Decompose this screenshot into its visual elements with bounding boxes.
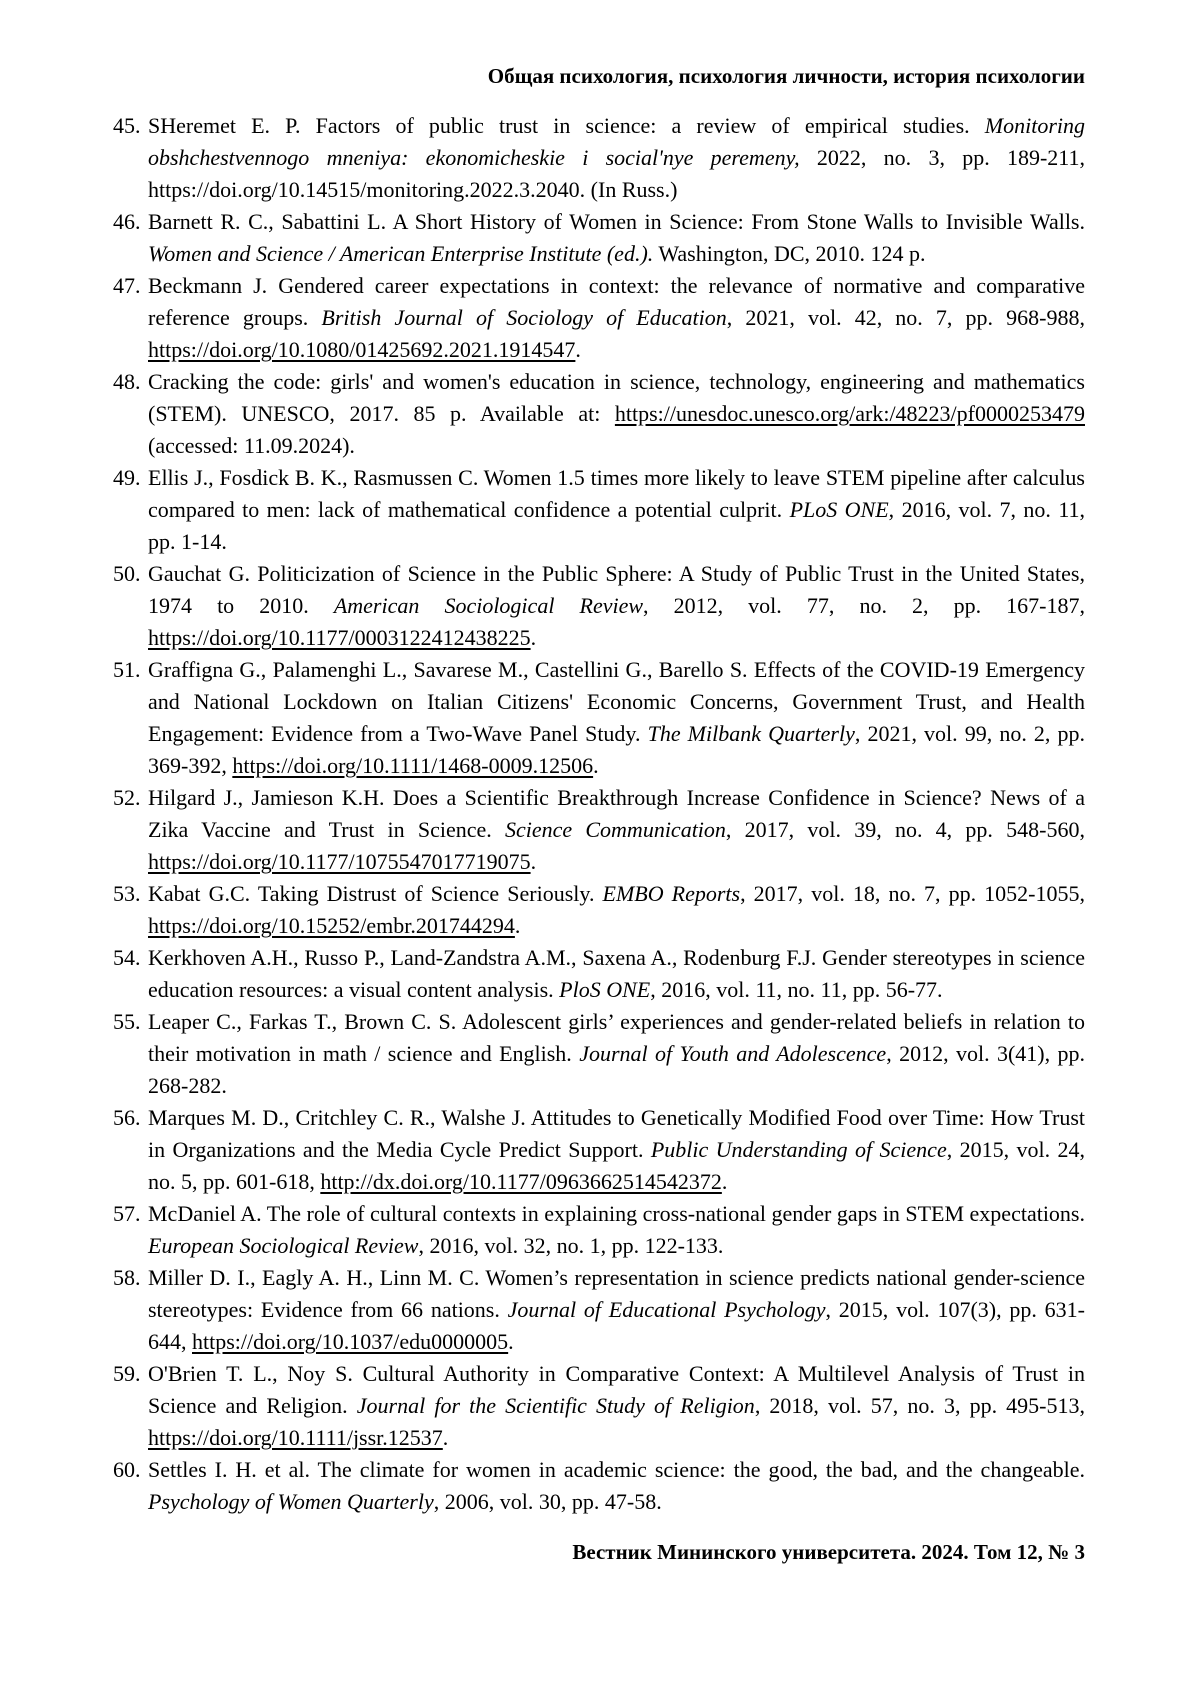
source-title: Science Communication [504,817,726,842]
reference-number: 60. [113,1457,141,1482]
reference-fragment: 2022, no. 3, pp. 189-211, https://doi.org/10.14515/monitoring.2022.3.2040. (In Russ.) [148,145,1085,202]
reference-fragment: Settles I. H. et al. The climate for women in academic science: the good, the bad, and the changeable. [148,1457,1085,1482]
reference-text [148,1265,1085,1354]
doi-link[interactable]: https://doi.org/10.1037/edu0000005 [192,1329,509,1354]
reference-item [113,206,1085,270]
reference-fragment: Leaper C., Farkas T., Brown C. S. Adolescent girls’ experiences and gender-related beliefs in relation to their motivation in math / science and English. [148,1009,1085,1066]
reference-fragment: Gauchat G. Politicization of Science in the Public Sphere: A Study of Public Trust in the United States, 1974 to 2010. [148,561,1085,618]
reference-item [113,558,1085,654]
source-title: PLoS ONE [789,497,889,522]
reference-fragment: , 2006, vol. 30, pp. 47-58. [433,1489,662,1514]
reference-fragment: (accessed: 11.09.2024). [148,433,355,458]
reference-item [113,366,1085,462]
source-title: PloS ONE [559,977,651,1002]
source-title: European Sociological Review [148,1233,419,1258]
source-title: Journal of Educational Psychology [507,1297,826,1322]
reference-fragment: Barnett R. C., Sabattini L. A Short History of Women in Science: From Stone Walls to Invisible Walls. [148,209,1085,234]
doi-link[interactable]: http://dx.doi.org/10.1177/0963662514542372 [320,1169,722,1194]
source-title: Women and Science / American Enterprise Institute (ed.). [148,241,654,266]
reference-text [148,881,1085,938]
reference-number: 53. [113,881,141,906]
reference-text [148,113,1085,202]
reference-number: 50. [113,561,141,586]
reference-number: 49. [113,465,141,490]
reference-fragment: O'Brien T. L., Noy S. Cultural Authority in Comparative Context: A Multilevel Analysis of Trust in Science and Religion. [148,1361,1085,1418]
reference-text [148,1105,1085,1194]
reference-fragment: Hilgard J., Jamieson K.H. Does a Scientific Breakthrough Increase Confidence in Science? News of a Zika Vaccine and Trust in Science. [148,785,1085,842]
reference-fragment: , 2017, vol. 39, no. 4, pp. 548-560, [725,817,1085,842]
reference-fragment: . [508,1329,514,1354]
reference-number: 54. [113,945,141,970]
reference-text [148,273,1085,362]
reference-text [148,465,1085,554]
running-header: Общая психология, психология личности, история психологии [487,64,1085,88]
reference-fragment: . [721,1169,728,1194]
reference-fragment: . [575,337,581,362]
reference-item [113,1454,1085,1518]
doi-link[interactable]: https://doi.org/10.1177/0003122412438225 [148,625,531,650]
source-title: Psychology of Women Quarterly [148,1489,434,1514]
reference-item [113,110,1085,206]
reference-fragment: , 2021, vol. 99, no. 2, pp. 369-392, [148,721,1085,778]
reference-fragment: SHeremet E. P. Factors of public trust in science: a review of empirical studies. [148,113,985,138]
source-title: Public Understanding of Science [650,1137,947,1162]
reference-fragment: Washington, DC, 2010. 124 p. [653,241,926,266]
reference-fragment: Cracking the code: girls' and women's education in science, technology, engineering and mathematics (STEM). UNESCO, 2017. 85 p. Available at: [148,369,1085,426]
doi-link[interactable]: https://doi.org/10.1111/1468-0009.12506 [232,753,594,778]
reference-number: 48. [113,369,141,394]
doi-link[interactable]: https://doi.org/10.15252/embr.201744294 [148,913,515,938]
doi-link[interactable]: https://doi.org/10.1177/1075547017719075 [148,849,531,874]
reference-item [113,270,1085,366]
reference-text [148,1457,1085,1514]
reference-fragment: . [442,1425,449,1450]
source-title: American Sociological Review [333,593,644,618]
reference-fragment: . [514,913,521,938]
reference-text [148,1201,1085,1258]
reference-fragment: Beckmann J. Gendered career expectations in context: the relevance of normative and comparative reference groups. [148,273,1085,330]
reference-fragment: , 2017, vol. 18, no. 7, pp. 1052-1055, [740,881,1085,906]
reference-item [113,1198,1085,1262]
reference-number: 46. [113,209,141,234]
reference-text [148,209,1085,266]
reference-fragment: Marques M. D., Critchley C. R., Walshe J. Attitudes to Genetically Modified Food over Time: How Trust in Organizations and the Media Cycle Predict Support. [148,1105,1085,1162]
reference-fragment: , 2015, vol. 107(3), pp. 631-644, [148,1297,1085,1354]
reference-number: 51. [113,657,141,682]
doi-link[interactable]: https://unesdoc.unesco.org/ark:/48223/pf0000253479 [614,401,1085,426]
reference-number: 57. [113,1201,141,1226]
reference-text [148,657,1085,778]
reference-fragment: . [530,849,537,874]
reference-number: 52. [113,785,141,810]
reference-number: 45. [113,113,141,138]
reference-number: 47. [113,273,141,298]
reference-item [113,654,1085,782]
reference-item [113,1358,1085,1454]
reference-item [113,462,1085,558]
reference-fragment: , 2012, vol. 3(41), pp. 268-282. [148,1041,1086,1098]
source-title: Monitoring obshchestvennogo mneniya: ekonomicheskie i social'nye peremeny, [148,113,1085,170]
reference-text [148,369,1085,458]
reference-fragment: , 2018, vol. 57, no. 3, pp. 495-513, [754,1393,1086,1418]
source-title: Journal of Youth and Adolescence [579,1041,887,1066]
reference-item [113,1262,1085,1358]
reference-text [148,945,1085,1002]
reference-fragment: , 2016, vol. 32, no. 1, pp. 122-133. [418,1233,724,1258]
reference-number: 58. [113,1265,141,1290]
reference-item [113,878,1085,942]
reference-number: 56. [113,1105,141,1130]
running-footer: Вестник Мининского университета. 2024. Том 12, № 3 [572,1540,1085,1564]
reference-text [148,1361,1085,1450]
reference-number: 59. [113,1361,141,1386]
source-title: British Journal of Sociology of Education [321,305,727,330]
reference-item [113,1006,1085,1102]
reference-fragment: . [530,625,537,650]
reference-fragment: , 2016, vol. 7, no. 11, pp. 1-14. [148,497,1085,554]
reference-fragment: Miller D. I., Eagly A. H., Linn M. C. Women’s representation in science predicts national gender-science stereotypes: Evidence from 66 nations. [148,1265,1085,1322]
reference-list [113,110,1085,1518]
reference-text [148,1009,1085,1098]
reference-fragment: , 2015, vol. 24, no. 5, pp. 601-618, [148,1137,1085,1194]
reference-fragment: Graffigna G., Palamenghi L., Savarese M., Castellini G., Barello S. Effects of the COVID-19 Emergency and National Lockdown on Italian Citizens' Economic Concerns, Government Trust, and Health Engagement: Evidence from a Two-Wave Panel Study. [148,657,1085,746]
reference-fragment: Kabat G.C. Taking Distrust of Science Seriously. [148,881,603,906]
doi-link[interactable]: https://doi.org/10.1111/jssr.12537 [148,1425,443,1450]
reference-fragment: McDaniel A. The role of cultural contexts in explaining cross-national gender gaps in STEM expectations. [148,1201,1085,1226]
reference-text [148,785,1085,874]
reference-item [113,942,1085,1006]
source-title: EMBO Reports [602,881,741,906]
reference-item [113,782,1085,878]
reference-fragment: , 2021, vol. 42, no. 7, pp. 968-988, [726,305,1085,330]
source-title: The Milbank Quarterly [647,721,855,746]
reference-fragment: . [593,753,599,778]
reference-fragment: Ellis J., Fosdick B. K., Rasmussen C. Women 1.5 times more likely to leave STEM pipeline after calculus compared to men: lack of mathematical confidence a potential culprit. [148,465,1085,522]
source-title: Journal for the Scientific Study of Religion [356,1393,755,1418]
doi-link[interactable]: https://doi.org/10.1080/01425692.2021.1914547 [148,337,576,362]
reference-fragment: , 2012, vol. 77, no. 2, pp. 167-187, [643,593,1085,618]
reference-text [148,561,1085,650]
reference-fragment: , 2016, vol. 11, no. 11, pp. 56-77. [650,977,943,1002]
reference-fragment: Kerkhoven A.H., Russo P., Land-Zandstra A.M., Saxena A., Rodenburg F.J. Gender stereotypes in science education resources: a visual content analysis. [148,945,1085,1002]
reference-item [113,1102,1085,1198]
reference-number: 55. [113,1009,141,1034]
